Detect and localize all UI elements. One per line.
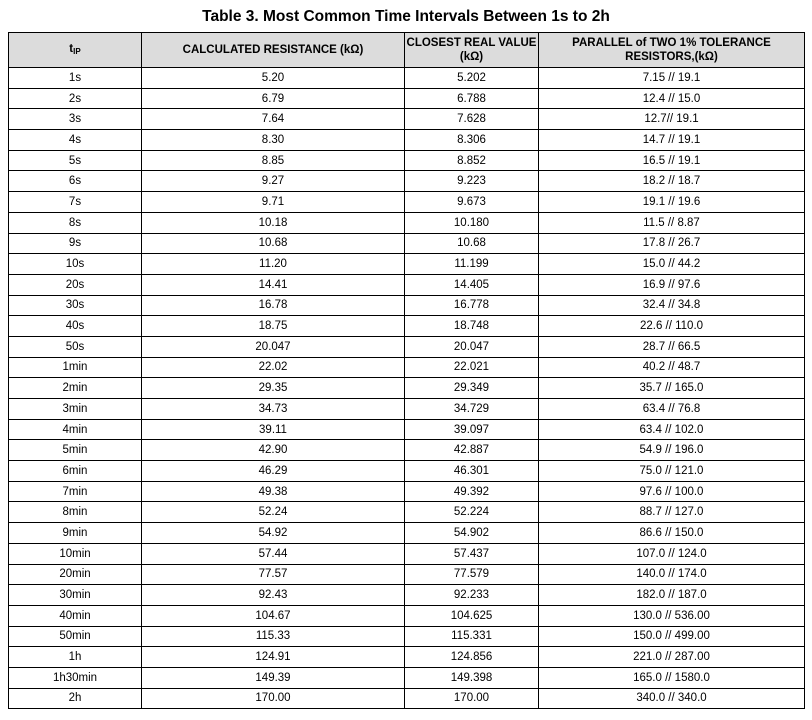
cell-time-interval: 5s bbox=[9, 150, 142, 171]
cell-closest-real-value: 7.628 bbox=[405, 109, 539, 130]
cell-time-interval: 9min bbox=[9, 523, 142, 544]
table-row bbox=[9, 212, 805, 233]
cell-closest-real-value: 18.748 bbox=[405, 316, 539, 337]
table-row bbox=[9, 171, 805, 192]
table-row bbox=[9, 502, 805, 523]
cell-calculated-resistance: 9.27 bbox=[142, 171, 405, 192]
cell-calculated-resistance: 77.57 bbox=[142, 564, 405, 585]
cell-calculated-resistance: 14.41 bbox=[142, 274, 405, 295]
cell-calculated-resistance: 6.79 bbox=[142, 88, 405, 109]
cell-closest-real-value: 9.673 bbox=[405, 192, 539, 213]
table-row bbox=[9, 150, 805, 171]
cell-parallel-resistors: 130.0 // 536.00 bbox=[539, 605, 805, 626]
cell-closest-real-value: 77.579 bbox=[405, 564, 539, 585]
cell-closest-real-value: 10.68 bbox=[405, 233, 539, 254]
table-row bbox=[9, 378, 805, 399]
cell-time-interval: 40s bbox=[9, 316, 142, 337]
cell-calculated-resistance: 5.20 bbox=[142, 68, 405, 89]
table-row bbox=[9, 419, 805, 440]
cell-calculated-resistance: 149.39 bbox=[142, 667, 405, 688]
table-row bbox=[9, 233, 805, 254]
cell-time-interval: 2s bbox=[9, 88, 142, 109]
cell-time-interval: 20min bbox=[9, 564, 142, 585]
cell-parallel-resistors: 97.6 // 100.0 bbox=[539, 481, 805, 502]
cell-closest-real-value: 124.856 bbox=[405, 647, 539, 668]
cell-calculated-resistance: 49.38 bbox=[142, 481, 405, 502]
cell-time-interval: 6s bbox=[9, 171, 142, 192]
table-row bbox=[9, 626, 805, 647]
cell-parallel-resistors: 40.2 // 48.7 bbox=[539, 357, 805, 378]
cell-closest-real-value: 16.778 bbox=[405, 295, 539, 316]
cell-calculated-resistance: 92.43 bbox=[142, 585, 405, 606]
cell-time-interval: 5min bbox=[9, 440, 142, 461]
cell-calculated-resistance: 52.24 bbox=[142, 502, 405, 523]
cell-time-interval: 50min bbox=[9, 626, 142, 647]
cell-calculated-resistance: 57.44 bbox=[142, 543, 405, 564]
cell-closest-real-value: 104.625 bbox=[405, 605, 539, 626]
cell-calculated-resistance: 115.33 bbox=[142, 626, 405, 647]
cell-parallel-resistors: 221.0 // 287.00 bbox=[539, 647, 805, 668]
cell-closest-real-value: 46.301 bbox=[405, 461, 539, 482]
cell-calculated-resistance: 10.68 bbox=[142, 233, 405, 254]
cell-closest-real-value: 52.224 bbox=[405, 502, 539, 523]
cell-parallel-resistors: 63.4 // 76.8 bbox=[539, 399, 805, 420]
cell-parallel-resistors: 7.15 // 19.1 bbox=[539, 68, 805, 89]
table-header bbox=[9, 33, 805, 68]
cell-closest-real-value: 54.902 bbox=[405, 523, 539, 544]
cell-calculated-resistance: 46.29 bbox=[142, 461, 405, 482]
table-row bbox=[9, 130, 805, 151]
cell-calculated-resistance: 124.91 bbox=[142, 647, 405, 668]
cell-closest-real-value: 39.097 bbox=[405, 419, 539, 440]
cell-time-interval: 2min bbox=[9, 378, 142, 399]
cell-closest-real-value: 9.223 bbox=[405, 171, 539, 192]
cell-time-interval: 7min bbox=[9, 481, 142, 502]
cell-parallel-resistors: 15.0 // 44.2 bbox=[539, 254, 805, 275]
cell-closest-real-value: 49.392 bbox=[405, 481, 539, 502]
cell-parallel-resistors: 12.7// 19.1 bbox=[539, 109, 805, 130]
header-row bbox=[9, 33, 805, 68]
cell-parallel-resistors: 150.0 // 499.00 bbox=[539, 626, 805, 647]
cell-time-interval: 1min bbox=[9, 357, 142, 378]
table-row bbox=[9, 88, 805, 109]
table-row bbox=[9, 336, 805, 357]
cell-parallel-resistors: 17.8 // 26.7 bbox=[539, 233, 805, 254]
cell-closest-real-value: 8.306 bbox=[405, 130, 539, 151]
table-row bbox=[9, 440, 805, 461]
table-row bbox=[9, 647, 805, 668]
cell-closest-real-value: 149.398 bbox=[405, 667, 539, 688]
table-row bbox=[9, 109, 805, 130]
cell-calculated-resistance: 10.18 bbox=[142, 212, 405, 233]
table-row bbox=[9, 523, 805, 544]
table-row bbox=[9, 68, 805, 89]
table-row bbox=[9, 357, 805, 378]
cell-closest-real-value: 22.021 bbox=[405, 357, 539, 378]
cell-parallel-resistors: 19.1 // 19.6 bbox=[539, 192, 805, 213]
table-row bbox=[9, 316, 805, 337]
cell-calculated-resistance: 9.71 bbox=[142, 192, 405, 213]
cell-closest-real-value: 170.00 bbox=[405, 688, 539, 709]
cell-parallel-resistors: 86.6 // 150.0 bbox=[539, 523, 805, 544]
table-row bbox=[9, 688, 805, 709]
cell-calculated-resistance: 18.75 bbox=[142, 316, 405, 337]
cell-time-interval: 10s bbox=[9, 254, 142, 275]
cell-parallel-resistors: 18.2 // 18.7 bbox=[539, 171, 805, 192]
cell-time-interval: 10min bbox=[9, 543, 142, 564]
cell-time-interval: 40min bbox=[9, 605, 142, 626]
header-tip-main: t bbox=[69, 42, 74, 55]
cell-parallel-resistors: 16.5 // 19.1 bbox=[539, 150, 805, 171]
table-row bbox=[9, 481, 805, 502]
cell-time-interval: 1h30min bbox=[9, 667, 142, 688]
cell-closest-real-value: 57.437 bbox=[405, 543, 539, 564]
table-row bbox=[9, 254, 805, 275]
cell-parallel-resistors: 11.5 // 8.87 bbox=[539, 212, 805, 233]
cell-calculated-resistance: 16.78 bbox=[142, 295, 405, 316]
cell-time-interval: 9s bbox=[9, 233, 142, 254]
header-calculated-resistance: CALCULATED RESISTANCE (kΩ) bbox=[142, 33, 405, 68]
cell-calculated-resistance: 170.00 bbox=[142, 688, 405, 709]
cell-time-interval: 6min bbox=[9, 461, 142, 482]
cell-parallel-resistors: 107.0 // 124.0 bbox=[539, 543, 805, 564]
table-row bbox=[9, 461, 805, 482]
cell-parallel-resistors: 16.9 // 97.6 bbox=[539, 274, 805, 295]
cell-calculated-resistance: 8.30 bbox=[142, 130, 405, 151]
cell-calculated-resistance: 7.64 bbox=[142, 109, 405, 130]
cell-time-interval: 30min bbox=[9, 585, 142, 606]
table-row bbox=[9, 564, 805, 585]
cell-closest-real-value: 42.887 bbox=[405, 440, 539, 461]
cell-parallel-resistors: 165.0 // 1580.0 bbox=[539, 667, 805, 688]
cell-calculated-resistance: 22.02 bbox=[142, 357, 405, 378]
cell-time-interval: 3min bbox=[9, 399, 142, 420]
header-parallel-resistors: PARALLEL of TWO 1% TOLERANCE RESISTORS,(kΩ) bbox=[539, 33, 805, 68]
cell-parallel-resistors: 340.0 // 340.0 bbox=[539, 688, 805, 709]
header-tip-subscript: IP bbox=[73, 46, 81, 56]
time-interval-table bbox=[8, 32, 805, 709]
table-row bbox=[9, 585, 805, 606]
cell-time-interval: 2h bbox=[9, 688, 142, 709]
cell-closest-real-value: 34.729 bbox=[405, 399, 539, 420]
cell-closest-real-value: 115.331 bbox=[405, 626, 539, 647]
table-row bbox=[9, 192, 805, 213]
cell-calculated-resistance: 39.11 bbox=[142, 419, 405, 440]
cell-calculated-resistance: 34.73 bbox=[142, 399, 405, 420]
cell-calculated-resistance: 20.047 bbox=[142, 336, 405, 357]
cell-closest-real-value: 10.180 bbox=[405, 212, 539, 233]
table-row bbox=[9, 605, 805, 626]
cell-time-interval: 1h bbox=[9, 647, 142, 668]
table-body bbox=[9, 68, 805, 709]
cell-parallel-resistors: 14.7 // 19.1 bbox=[539, 130, 805, 151]
table-row bbox=[9, 274, 805, 295]
cell-closest-real-value: 14.405 bbox=[405, 274, 539, 295]
cell-time-interval: 8min bbox=[9, 502, 142, 523]
table-row bbox=[9, 667, 805, 688]
cell-time-interval: 3s bbox=[9, 109, 142, 130]
table-row bbox=[9, 399, 805, 420]
cell-closest-real-value: 11.199 bbox=[405, 254, 539, 275]
cell-closest-real-value: 8.852 bbox=[405, 150, 539, 171]
cell-calculated-resistance: 54.92 bbox=[142, 523, 405, 544]
cell-time-interval: 7s bbox=[9, 192, 142, 213]
cell-time-interval: 4min bbox=[9, 419, 142, 440]
cell-closest-real-value: 29.349 bbox=[405, 378, 539, 399]
cell-closest-real-value: 92.233 bbox=[405, 585, 539, 606]
cell-parallel-resistors: 54.9 // 196.0 bbox=[539, 440, 805, 461]
cell-time-interval: 4s bbox=[9, 130, 142, 151]
cell-time-interval: 30s bbox=[9, 295, 142, 316]
cell-parallel-resistors: 12.4 // 15.0 bbox=[539, 88, 805, 109]
cell-closest-real-value: 5.202 bbox=[405, 68, 539, 89]
cell-calculated-resistance: 42.90 bbox=[142, 440, 405, 461]
cell-calculated-resistance: 11.20 bbox=[142, 254, 405, 275]
cell-calculated-resistance: 104.67 bbox=[142, 605, 405, 626]
cell-time-interval: 20s bbox=[9, 274, 142, 295]
cell-calculated-resistance: 8.85 bbox=[142, 150, 405, 171]
cell-calculated-resistance: 29.35 bbox=[142, 378, 405, 399]
cell-parallel-resistors: 35.7 // 165.0 bbox=[539, 378, 805, 399]
cell-parallel-resistors: 32.4 // 34.8 bbox=[539, 295, 805, 316]
cell-parallel-resistors: 28.7 // 66.5 bbox=[539, 336, 805, 357]
cell-parallel-resistors: 182.0 // 187.0 bbox=[539, 585, 805, 606]
cell-parallel-resistors: 75.0 // 121.0 bbox=[539, 461, 805, 482]
cell-parallel-resistors: 140.0 // 174.0 bbox=[539, 564, 805, 585]
cell-parallel-resistors: 22.6 // 110.0 bbox=[539, 316, 805, 337]
cell-parallel-resistors: 63.4 // 102.0 bbox=[539, 419, 805, 440]
table-row bbox=[9, 543, 805, 564]
header-closest-real-value: CLOSEST REAL VALUE (kΩ) bbox=[405, 33, 539, 68]
cell-closest-real-value: 6.788 bbox=[405, 88, 539, 109]
cell-parallel-resistors: 88.7 // 127.0 bbox=[539, 502, 805, 523]
cell-time-interval: 50s bbox=[9, 336, 142, 357]
table-title: Table 3. Most Common Time Intervals Between 1s to 2h bbox=[202, 8, 610, 25]
cell-closest-real-value: 20.047 bbox=[405, 336, 539, 357]
header-tip bbox=[9, 33, 142, 68]
table-row bbox=[9, 295, 805, 316]
cell-time-interval: 1s bbox=[9, 68, 142, 89]
cell-time-interval: 8s bbox=[9, 212, 142, 233]
